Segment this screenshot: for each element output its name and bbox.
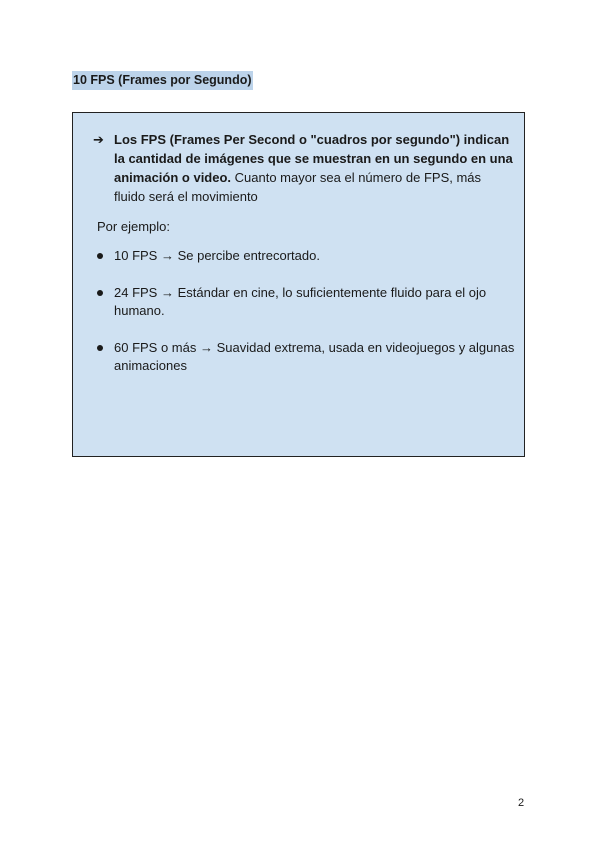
list-item-text: 60 FPS o más → Suavidad extrema, usada en videojuegos y algunas animaciones [114,340,515,373]
lead-bold-text: Los FPS (Frames Per Second o "cuadros por segundo") indican la cantidad de imágenes que se muestran en un segundo en una animación o video. [114,132,513,185]
list-item [95,247,515,265]
list-item [95,284,515,320]
bullet-icon [97,253,103,259]
lead-text [114,130,513,206]
lead-paragraph [93,130,513,206]
lead-normal-text: Cuanto mayor sea el número de FPS, más fluido será el movimiento [114,170,482,204]
page-number: 2 [518,797,525,809]
arrow-icon: ➔ [93,132,104,147]
example-label: Por ejemplo: [97,219,170,234]
info-box [72,112,525,457]
list-item [95,339,515,375]
bullet-icon [97,290,103,296]
section-heading: 10 FPS (Frames por Segundo) [72,71,253,90]
list-item-text: 10 FPS → Se percibe entrecortado. [114,248,320,263]
fps-bullet-list [95,247,515,394]
list-item-text: 24 FPS → Estándar en cine, lo suficientemente fluido para el ojo humano. [114,285,487,318]
bullet-icon [97,345,103,351]
